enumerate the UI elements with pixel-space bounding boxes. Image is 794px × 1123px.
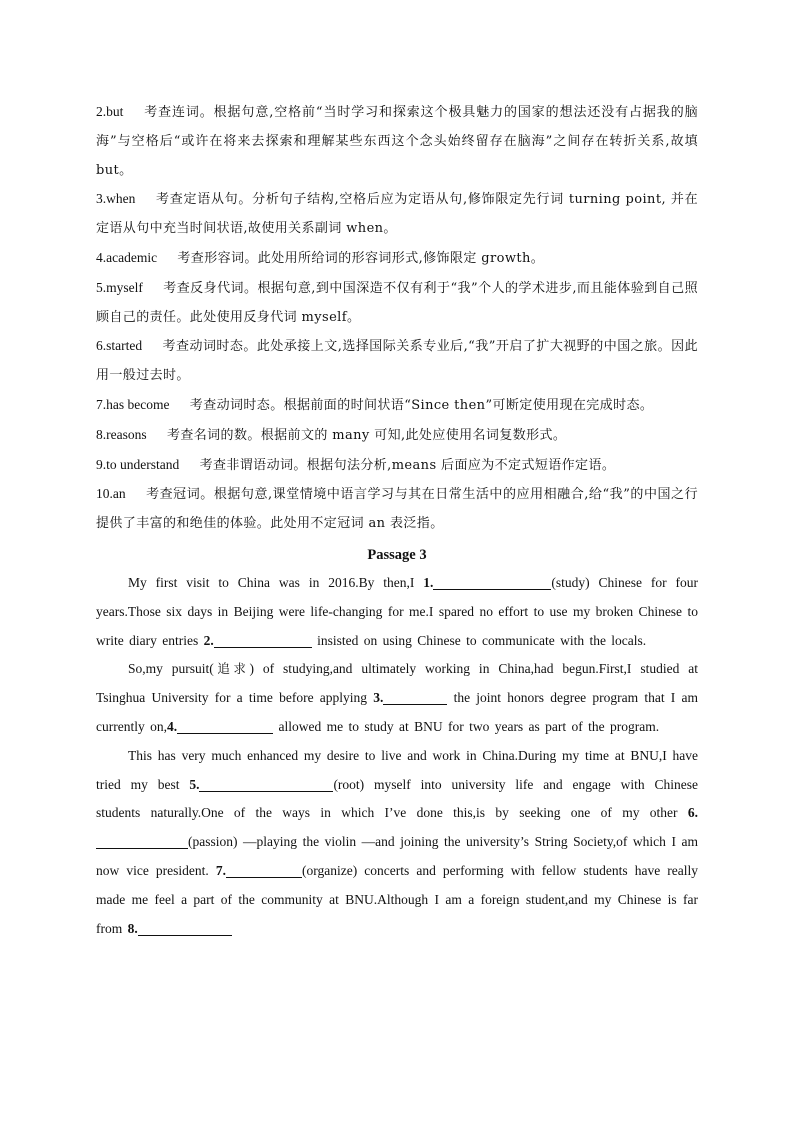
blank-number: 5. [189,776,200,792]
answer-explanation: 考查连词。根据句意,空格前“当时学习和探索这个极具魅力的国家的想法还没有占据我的脑海”与空格后“或许在将来去探索和理解某些东西这个念头始终留存在脑海”之间存在转折关系,故填 but。 [96,105,698,178]
answer-blank [138,920,232,936]
passage-text: (passion) —playing the violin —and joining the university’s String Society,of which I am now vice president. [96,834,698,878]
passage-paragraph [96,742,698,944]
passage-title: Passage 3 [367,546,427,563]
answer-item [96,421,698,451]
answer-key: 6.started [96,338,143,354]
answer-explanation: 考查名词的数。根据前文的 many 可知,此处应使用名词复数形式。 [166,427,567,443]
answer-explanation: 考查冠词。根据句意,课堂情境中语言学习与其在日常生活中的应用相融合,给“我”的中国之行提供了丰富的和绝佳的体验。此处用不定冠词 an 表泛指。 [96,487,698,532]
answer-blank [199,776,333,792]
passage-text: So,my pursuit( [128,661,214,677]
answer-key: 9.to understand [96,456,180,472]
passage-text: the joint honors degree program that I am currently on, [96,690,698,734]
answer-item [96,185,698,244]
answer-item [96,244,698,274]
passage-text: This has very much enhanced my desire to live and work in China.During my time at BNU,I have tried my best [96,747,698,792]
answer-explanation: 考查形容词。此处用所给词的形容词形式,修饰限定 growth。 [177,250,545,266]
answer-item [96,274,698,333]
answer-blank [383,689,447,705]
answer-explanation: 考查非谓语动词。根据句法分析,means 后面应为不定式短语作定语。 [199,457,616,473]
answer-blank [214,632,312,648]
passage-body [96,569,698,943]
answer-item [96,98,698,185]
passage-text: insisted on using Chinese to communicate with the locals. [311,632,647,648]
chinese-gloss: 追求 [213,661,250,677]
answer-item [96,451,698,481]
passage-text: (root) myself into university life and engage with Chinese students naturally.One of the ways in which I’ve done this,is by seeking one of my other [96,776,698,821]
passage-text: (study) Chinese for four years.Those six days in Beijing were life-changing for me.I spared no effort to use my broken Chinese to write diary entries [96,574,698,648]
blank-number: 6. [687,805,698,821]
answer-blank [226,862,302,878]
blank-number: 7. [215,862,226,878]
answer-explanation: 考查动词时态。此处承接上文,选择国际关系专业后,“我”开启了扩大视野的中国之旅。因此用一般过去时。 [96,339,698,384]
answer-explanation: 考查定语从句。分析句子结构,空格后应为定语从句,修饰限定先行词 turning point, 并在定语从句中充当时间状语,故使用关系副词 when。 [96,192,698,237]
answer-key: 8.reasons [96,426,147,442]
answer-key: 5.myself [96,279,143,295]
passage-text: allowed me to study at BNU for two years as part of the program. [273,718,660,734]
answer-blank [177,718,273,734]
answer-explanations [96,98,698,539]
answer-blank [96,833,188,849]
answer-key: 4.academic [96,249,158,265]
answer-key: 2.but [96,104,124,119]
blank-number: 4. [166,718,178,734]
answer-item [96,332,698,391]
answer-blank [433,574,551,590]
blank-number: 1. [423,574,434,590]
passage-text: (organize) concerts and performing with fellow students have really made me feel a part of the community at BNU.Although I am a foreign student,and my Chinese is far from [96,862,698,936]
passage-paragraph [96,569,698,655]
answer-key: 10.an [96,486,126,502]
blank-number: 3. [373,690,384,706]
passage-text: ) of studying,and ultimately working in China,had begun.First,I studied at Tsinghua University for a time before applying [96,661,698,706]
passage-text: My first visit to China was in 2016.By then,I [128,574,424,590]
blank-number: 2. [203,632,214,648]
answer-explanation: 考查动词时态。根据前面的时间状语“Since then”可断定使用现在完成时态。 [189,397,654,413]
blank-number: 8. [127,920,138,936]
answer-key: 7.has become [96,396,170,412]
passage-paragraph [96,655,698,741]
answer-item [96,391,698,421]
answer-item [96,480,698,539]
answer-explanation: 考查反身代词。根据句意,到中国深造不仅有利于“我”个人的学术进步,而且能体验到自己照顾自己的责任。此处使用反身代词 myself。 [96,280,698,325]
answer-key: 3.when [96,191,136,207]
